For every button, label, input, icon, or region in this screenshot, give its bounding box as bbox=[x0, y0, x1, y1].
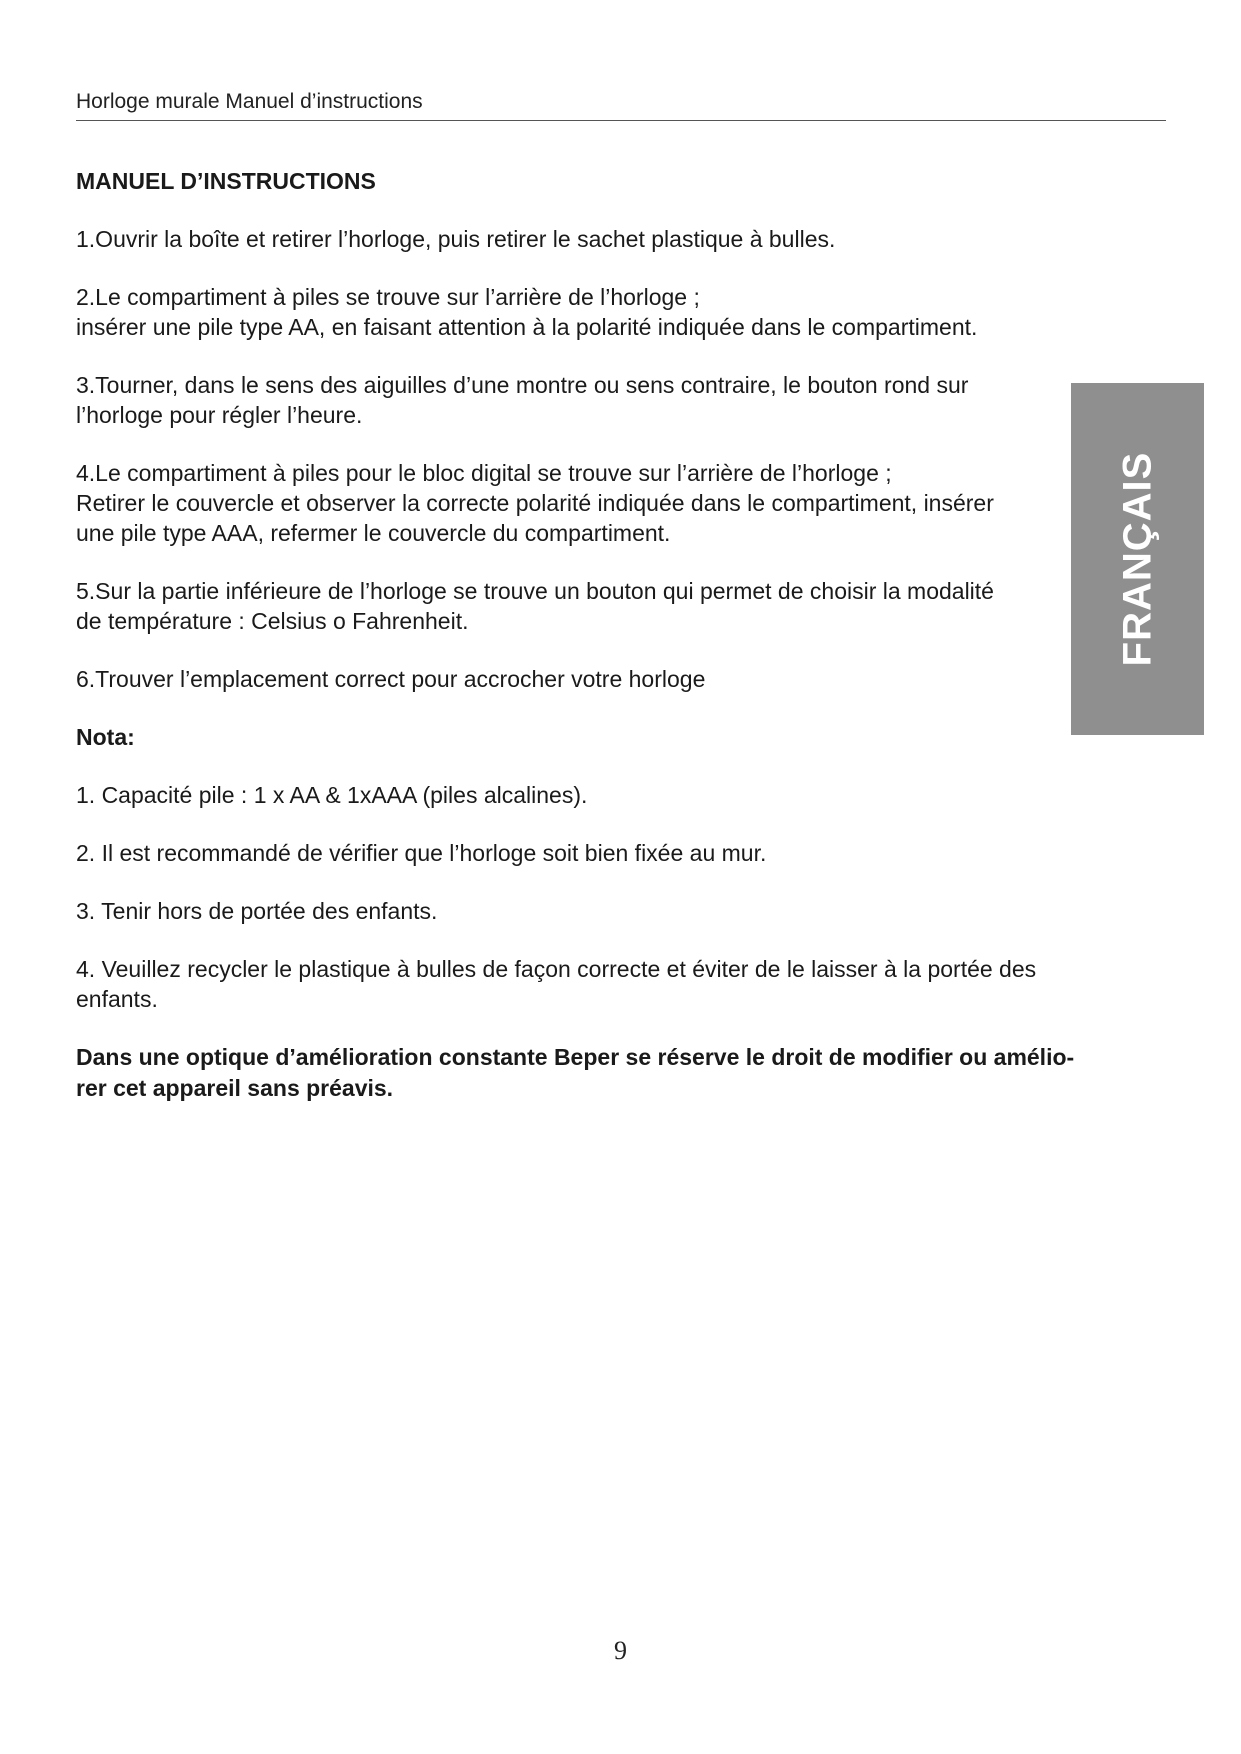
language-tab bbox=[1071, 383, 1204, 735]
note-line: enfants. bbox=[76, 986, 158, 1012]
running-header: Horloge murale Manuel d’instructions bbox=[76, 90, 1166, 121]
step-3 bbox=[76, 370, 1086, 430]
step-line: insérer une pile type AA, en faisant attention à la polarité indiquée dans le compartiment. bbox=[76, 314, 978, 340]
note-line: 1. Capacité pile : 1 x AA & 1xAAA (piles alcalines). bbox=[76, 782, 588, 808]
step-2 bbox=[76, 282, 1086, 342]
page-number: 9 bbox=[614, 1636, 627, 1665]
note-1 bbox=[76, 780, 1086, 810]
note-line: 4. Veuillez recycler le plastique à bulles de façon correcte et éviter de le laisser à la portée des bbox=[76, 956, 1037, 982]
step-line: Retirer le couvercle et observer la correcte polarité indiquée dans le compartiment, insérer bbox=[76, 490, 994, 516]
step-line: 5.Sur la partie inférieure de l’horloge se trouve un bouton qui permet de choisir la modalité bbox=[76, 578, 994, 604]
step-4 bbox=[76, 458, 1086, 548]
step-line: 4.Le compartiment à piles pour le bloc digital se trouve sur l’arrière de l’horloge ; bbox=[76, 460, 892, 486]
disclaimer-line: Dans une optique d’amélioration constante Beper se réserve le droit de modifier ou amélio- bbox=[76, 1044, 1075, 1070]
disclaimer-line: rer cet appareil sans préavis. bbox=[76, 1075, 394, 1101]
note-line: 2. Il est recommandé de vérifier que l’horloge soit bien fixée au mur. bbox=[76, 840, 767, 866]
step-line: 3.Tourner, dans le sens des aiguilles d’une montre ou sens contraire, le bouton rond sur bbox=[76, 372, 969, 398]
manual-content bbox=[76, 166, 1086, 1104]
language-tab-label: FRANÇAIS bbox=[1115, 451, 1159, 667]
disclaimer bbox=[76, 1042, 1166, 1104]
step-5 bbox=[76, 576, 1086, 636]
note-line: 3. Tenir hors de portée des enfants. bbox=[76, 898, 438, 924]
step-line: 1.Ouvrir la boîte et retirer l’horloge, puis retirer le sachet plastique à bulles. bbox=[76, 226, 836, 252]
step-line: 6.Trouver l’emplacement correct pour accrocher votre horloge bbox=[76, 666, 706, 692]
step-6 bbox=[76, 664, 1086, 694]
step-line: une pile type AAA, refermer le couvercle du compartiment. bbox=[76, 520, 671, 546]
note-heading: Nota: bbox=[76, 724, 135, 750]
step-line: de température : Celsius o Fahrenheit. bbox=[76, 608, 469, 634]
step-line: 2.Le compartiment à piles se trouve sur l’arrière de l’horloge ; bbox=[76, 284, 700, 310]
note-2 bbox=[76, 838, 1086, 868]
page-title: MANUEL D’INSTRUCTIONS bbox=[76, 168, 376, 194]
step-1 bbox=[76, 224, 1086, 254]
step-line: l’horloge pour régler l’heure. bbox=[76, 402, 363, 428]
note-3 bbox=[76, 896, 1086, 926]
note-4 bbox=[76, 954, 1086, 1014]
